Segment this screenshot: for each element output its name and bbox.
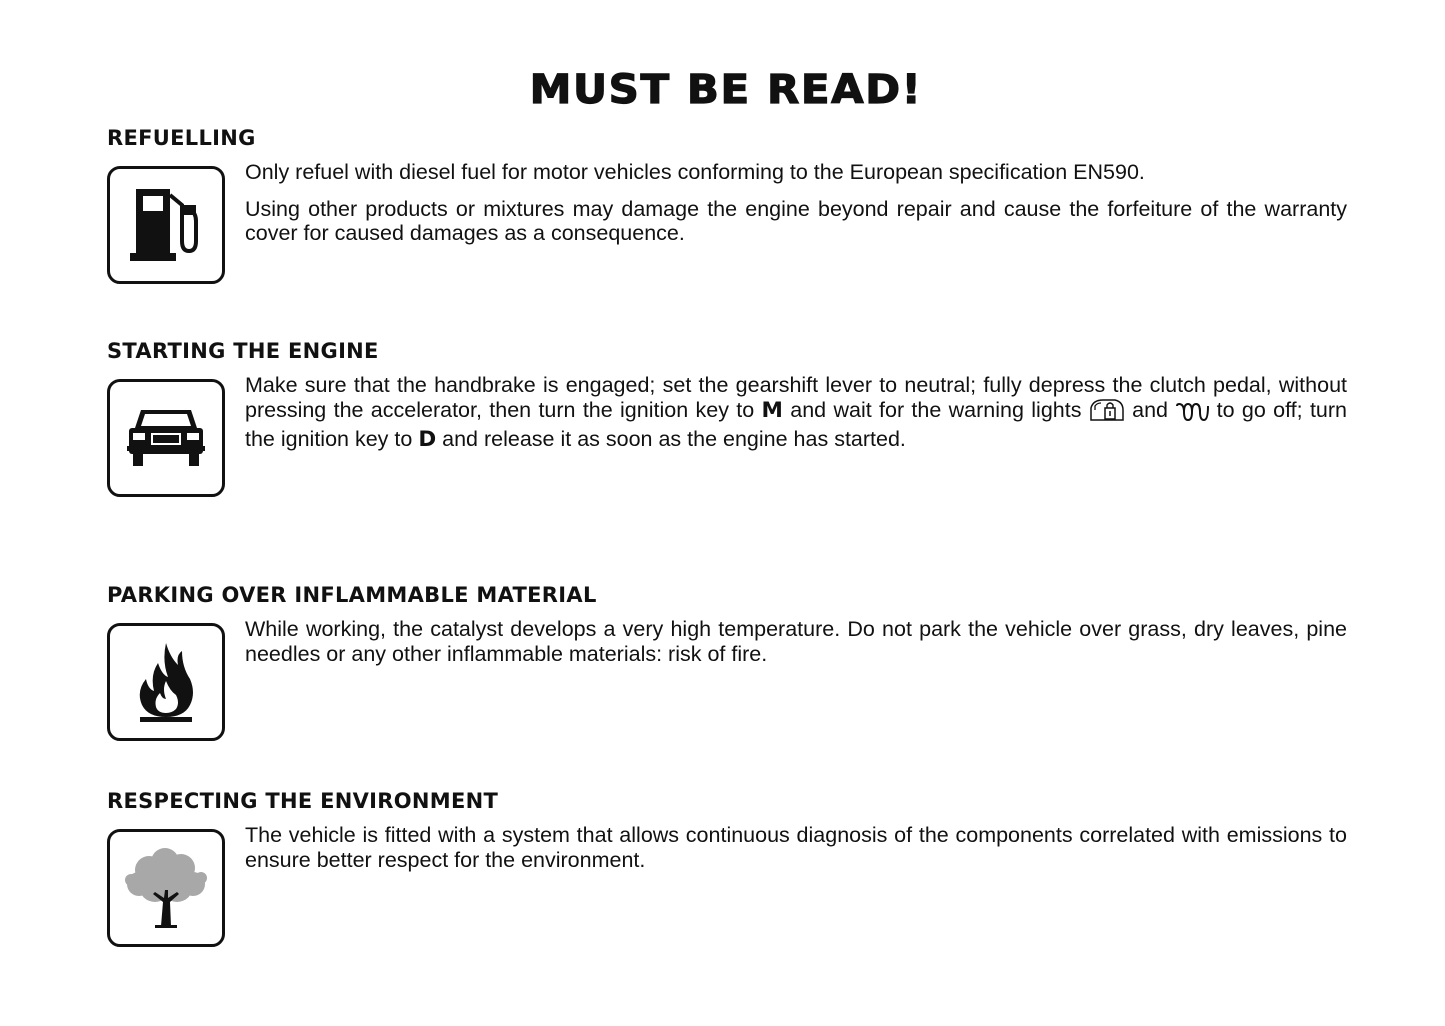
section-refuelling [107,124,1347,245]
tree-icon [107,829,225,947]
immobilizer-warning-icon [1089,398,1125,428]
parking-text: While working, the catalyst develops a very high temperature. Do not park the vehicle over grass, dry leaves, pine needles or any other inflammable materials: risk of fire. [245,617,1347,666]
section-parking [107,581,1347,666]
ignition-key-m: M [761,397,783,423]
car-front-icon [107,379,225,497]
section-heading: REFUELLING [107,126,256,150]
fuel-pump-icon [107,166,225,284]
environment-text: The vehicle is fitted with a system that allows continuous diagnosis of the components correlated with emissions to ensure better respect for the environment. [245,823,1347,872]
starting-text: Make sure that the handbrake is engaged; set the gearshift lever to neutral; fully depress the clutch pedal, without pressing the accelerator, then turn the ignition key to M and wait for the warning lights and to go off; turn the ignition key to D and release it as soon as the engine has started. [245,373,1347,452]
refuelling-text-2: Using other products or mixtures may damage the engine beyond repair and cause the forfeiture of the warranty cover for caused damages as a consequence. [245,196,1347,245]
glow-plug-warning-icon [1175,402,1209,428]
section-heading: RESPECTING THE ENVIRONMENT [107,789,499,813]
refuelling-text-1: Only refuel with diesel fuel for motor vehicles conforming to the European specification EN590. [245,160,1145,184]
section-starting-engine [107,337,1347,452]
fire-icon [107,623,225,741]
page-title: MUST BE READ! [529,66,923,113]
section-heading: PARKING OVER INFLAMMABLE MATERIAL [107,583,597,607]
section-environment [107,787,1347,872]
section-heading: STARTING THE ENGINE [107,339,379,363]
ignition-key-d: D [418,427,437,452]
